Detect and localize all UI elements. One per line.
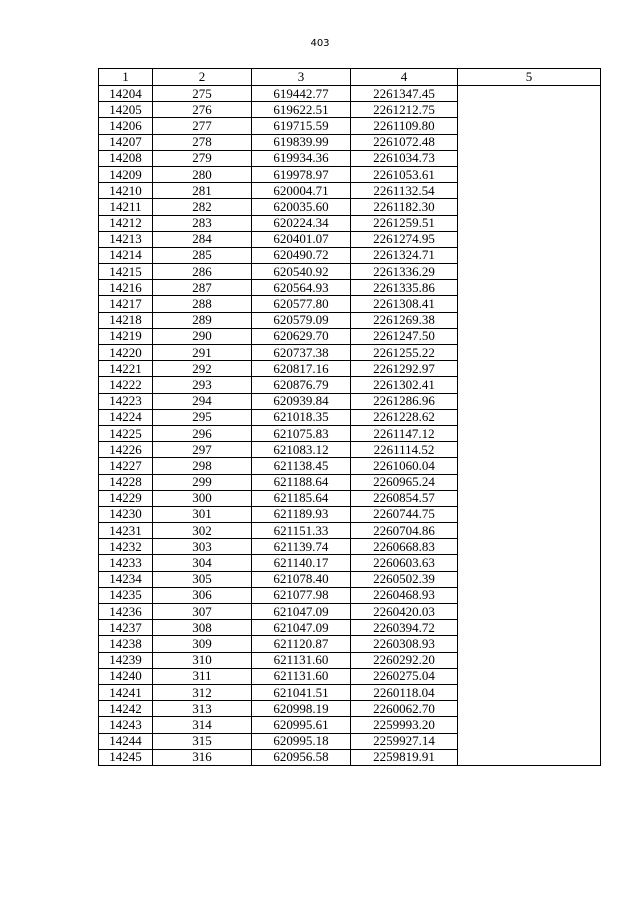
table-cell-col-2: 292 bbox=[153, 361, 252, 377]
table-cell-col-4: 2259927.14 bbox=[351, 733, 458, 749]
table-cell-col-3: 621138.45 bbox=[252, 458, 351, 474]
table-cell-col-4: 2261255.22 bbox=[351, 345, 458, 361]
table-cell-col-3: 621131.60 bbox=[252, 668, 351, 684]
table-cell-col-1: 14222 bbox=[99, 377, 153, 393]
table-cell-col-4: 2261182.30 bbox=[351, 199, 458, 215]
table-cell-col-4: 2260062.70 bbox=[351, 701, 458, 717]
table-cell-col-4: 2260420.03 bbox=[351, 604, 458, 620]
table-cell-col-2: 295 bbox=[153, 409, 252, 425]
table-cell-col-1: 14217 bbox=[99, 296, 153, 312]
table-cell-col-3: 621140.17 bbox=[252, 555, 351, 571]
table-cell-col-2: 310 bbox=[153, 652, 252, 668]
table-cell-col-4: 2261114.52 bbox=[351, 442, 458, 458]
table-cell-col-4: 2259819.91 bbox=[351, 749, 458, 765]
table-cell-col-2: 287 bbox=[153, 280, 252, 296]
table-cell-col-1: 14242 bbox=[99, 701, 153, 717]
table-cell-col-4: 2261060.04 bbox=[351, 458, 458, 474]
table-cell-col-1: 14207 bbox=[99, 134, 153, 150]
table-cell-col-1: 14235 bbox=[99, 587, 153, 603]
column-header-2: 2 bbox=[153, 69, 252, 86]
table-cell-col-1: 14210 bbox=[99, 183, 153, 199]
table-cell-col-4: 2260275.04 bbox=[351, 668, 458, 684]
coordinates-table bbox=[98, 68, 601, 766]
table-cell-col-4: 2261336.29 bbox=[351, 264, 458, 280]
table-cell-col-1: 14243 bbox=[99, 717, 153, 733]
table-cell-col-1: 14209 bbox=[99, 166, 153, 182]
table-cell-col-3: 621139.74 bbox=[252, 539, 351, 555]
table-cell-col-3: 620579.09 bbox=[252, 312, 351, 328]
table-cell-col-4: 2261324.71 bbox=[351, 247, 458, 263]
table-cell-col-4: 2260965.24 bbox=[351, 474, 458, 490]
table-cell-col-3: 621075.83 bbox=[252, 425, 351, 441]
table-cell-col-2: 290 bbox=[153, 328, 252, 344]
table-cell-col-3: 621047.09 bbox=[252, 620, 351, 636]
table-cell-col-3: 620224.34 bbox=[252, 215, 351, 231]
table-cell-col-1: 14219 bbox=[99, 328, 153, 344]
table-cell-col-3: 621131.60 bbox=[252, 652, 351, 668]
table-cell-col-2: 282 bbox=[153, 199, 252, 215]
table-cell-col-1: 14237 bbox=[99, 620, 153, 636]
table-cell-col-3: 620817.16 bbox=[252, 361, 351, 377]
table-cell-col-3: 619622.51 bbox=[252, 102, 351, 118]
table-cell-col-1: 14204 bbox=[99, 86, 153, 102]
table-cell-col-4: 2261109.80 bbox=[351, 118, 458, 134]
table-cell-col-3: 621185.64 bbox=[252, 490, 351, 506]
table-cell-col-2: 304 bbox=[153, 555, 252, 571]
table-cell-col-3: 620490.72 bbox=[252, 247, 351, 263]
table-cell-col-2: 275 bbox=[153, 86, 252, 102]
table-cell-col-2: 285 bbox=[153, 247, 252, 263]
table-cell-col-4: 2261034.73 bbox=[351, 150, 458, 166]
table-cell-col-2: 293 bbox=[153, 377, 252, 393]
table-cell-col-3: 620564.93 bbox=[252, 280, 351, 296]
table-cell-col-2: 303 bbox=[153, 539, 252, 555]
table-cell-col-4: 2261072.48 bbox=[351, 134, 458, 150]
table-cell-col-1: 14239 bbox=[99, 652, 153, 668]
table-cell-col-1: 14211 bbox=[99, 199, 153, 215]
table-cell-col-3: 621151.33 bbox=[252, 523, 351, 539]
table-cell-col-4: 2261269.38 bbox=[351, 312, 458, 328]
table-cell-col-3: 619442.77 bbox=[252, 86, 351, 102]
table-cell-col-1: 14245 bbox=[99, 749, 153, 765]
table-cell-col-4: 2261286.96 bbox=[351, 393, 458, 409]
table-cell-col-2: 315 bbox=[153, 733, 252, 749]
table-cell-col-2: 278 bbox=[153, 134, 252, 150]
table-cell-col-4: 2260854.57 bbox=[351, 490, 458, 506]
table-cell-col-1: 14205 bbox=[99, 102, 153, 118]
table-cell-col-2: 312 bbox=[153, 684, 252, 700]
table-cell-col-2: 300 bbox=[153, 490, 252, 506]
table-cell-col-1: 14221 bbox=[99, 361, 153, 377]
table-cell-col-4: 2261147.12 bbox=[351, 425, 458, 441]
table-cell-col-2: 277 bbox=[153, 118, 252, 134]
table-cell-col-4: 2260704.86 bbox=[351, 523, 458, 539]
table-cell-col-2: 313 bbox=[153, 701, 252, 717]
table-cell-col-1: 14231 bbox=[99, 523, 153, 539]
table-cell-col-4: 2260468.93 bbox=[351, 587, 458, 603]
table-cell-col-4: 2260603.63 bbox=[351, 555, 458, 571]
table-cell-col-2: 302 bbox=[153, 523, 252, 539]
table-cell-col-4: 2261274.95 bbox=[351, 231, 458, 247]
table-cell-col-1: 14208 bbox=[99, 150, 153, 166]
column-header-5: 5 bbox=[458, 69, 601, 86]
table-cell-col-2: 299 bbox=[153, 474, 252, 490]
table-cell-col-2: 289 bbox=[153, 312, 252, 328]
table-cell-col-3: 620737.38 bbox=[252, 345, 351, 361]
table-cell-col-3: 620939.84 bbox=[252, 393, 351, 409]
table-cell-col-2: 286 bbox=[153, 264, 252, 280]
table-cell-col-4: 2261247.50 bbox=[351, 328, 458, 344]
table-cell-col-2: 291 bbox=[153, 345, 252, 361]
table-cell-col-2: 308 bbox=[153, 620, 252, 636]
table-cell-col-4: 2261292.97 bbox=[351, 361, 458, 377]
table-cell-col-1: 14224 bbox=[99, 409, 153, 425]
table-cell-col-3: 620577.80 bbox=[252, 296, 351, 312]
table-cell-col-1: 14225 bbox=[99, 425, 153, 441]
table-cell-col-4: 2260502.39 bbox=[351, 571, 458, 587]
table-cell-col-3: 620995.61 bbox=[252, 717, 351, 733]
table-cell-col-1: 14212 bbox=[99, 215, 153, 231]
table-cell-col-3: 620998.19 bbox=[252, 701, 351, 717]
table-cell-col-3: 621077.98 bbox=[252, 587, 351, 603]
table-cell-col-4: 2261053.61 bbox=[351, 166, 458, 182]
table-cell-col-1: 14244 bbox=[99, 733, 153, 749]
table-cell-col-4: 2261335.86 bbox=[351, 280, 458, 296]
table-cell-col-4: 2260118.04 bbox=[351, 684, 458, 700]
table-cell-col-4: 2260744.75 bbox=[351, 506, 458, 522]
table-cell-col-1: 14230 bbox=[99, 506, 153, 522]
table-cell-col-2: 311 bbox=[153, 668, 252, 684]
table-cell-col-2: 279 bbox=[153, 150, 252, 166]
table-header-row bbox=[99, 69, 601, 86]
table-cell-col-3: 621188.64 bbox=[252, 474, 351, 490]
table-cell-col-3: 621083.12 bbox=[252, 442, 351, 458]
table-cell-col-2: 316 bbox=[153, 749, 252, 765]
table-cell-col-2: 306 bbox=[153, 587, 252, 603]
table-cell-col-4: 2260394.72 bbox=[351, 620, 458, 636]
table-cell-col-4: 2261132.54 bbox=[351, 183, 458, 199]
table-cell-col-3: 620004.71 bbox=[252, 183, 351, 199]
table-cell-col-3: 619839.99 bbox=[252, 134, 351, 150]
column-header-1: 1 bbox=[99, 69, 153, 86]
table-cell-col-3: 619715.59 bbox=[252, 118, 351, 134]
table-cell-col-3: 621018.35 bbox=[252, 409, 351, 425]
table-cell-col-4: 2261259.51 bbox=[351, 215, 458, 231]
table-cell-col-2: 307 bbox=[153, 604, 252, 620]
table-cell-col-2: 314 bbox=[153, 717, 252, 733]
table-cell-col-1: 14226 bbox=[99, 442, 153, 458]
table-cell-col-3: 620956.58 bbox=[252, 749, 351, 765]
table-cell-col-2: 301 bbox=[153, 506, 252, 522]
table-cell-col-2: 276 bbox=[153, 102, 252, 118]
table-cell-col-3: 619934.36 bbox=[252, 150, 351, 166]
table-cell-col-4: 2261347.45 bbox=[351, 86, 458, 102]
table-cell-col-3: 619978.97 bbox=[252, 166, 351, 182]
table-cell-col-4: 2259993.20 bbox=[351, 717, 458, 733]
table-cell-col-4: 2260668.83 bbox=[351, 539, 458, 555]
table-body bbox=[99, 86, 601, 766]
table-cell-col-5 bbox=[458, 86, 601, 766]
table-cell-col-2: 297 bbox=[153, 442, 252, 458]
table-cell-col-3: 621078.40 bbox=[252, 571, 351, 587]
table-cell-col-4: 2261228.62 bbox=[351, 409, 458, 425]
table-cell-col-4: 2261302.41 bbox=[351, 377, 458, 393]
table-cell-col-3: 620540.92 bbox=[252, 264, 351, 280]
column-header-3: 3 bbox=[252, 69, 351, 86]
page-number: 403 bbox=[310, 38, 330, 49]
table-cell-col-1: 14227 bbox=[99, 458, 153, 474]
table-cell-col-2: 281 bbox=[153, 183, 252, 199]
table-cell-col-1: 14218 bbox=[99, 312, 153, 328]
table-cell-col-4: 2260308.93 bbox=[351, 636, 458, 652]
table-cell-col-3: 620995.18 bbox=[252, 733, 351, 749]
table-cell-col-3: 621120.87 bbox=[252, 636, 351, 652]
table-cell-col-1: 14236 bbox=[99, 604, 153, 620]
table-cell-col-1: 14232 bbox=[99, 539, 153, 555]
column-header-4: 4 bbox=[351, 69, 458, 86]
table-cell-col-2: 305 bbox=[153, 571, 252, 587]
table-cell-col-4: 2260292.20 bbox=[351, 652, 458, 668]
table-cell-col-2: 288 bbox=[153, 296, 252, 312]
table-cell-col-4: 2261212.75 bbox=[351, 102, 458, 118]
table-cell-col-2: 280 bbox=[153, 166, 252, 182]
table-cell-col-1: 14213 bbox=[99, 231, 153, 247]
table-cell-col-1: 14215 bbox=[99, 264, 153, 280]
table-cell-col-1: 14233 bbox=[99, 555, 153, 571]
table-cell-col-3: 620876.79 bbox=[252, 377, 351, 393]
table-cell-col-3: 621041.51 bbox=[252, 684, 351, 700]
table-cell-col-1: 14206 bbox=[99, 118, 153, 134]
table-cell-col-3: 620401.07 bbox=[252, 231, 351, 247]
table-cell-col-2: 283 bbox=[153, 215, 252, 231]
table-cell-col-1: 14240 bbox=[99, 668, 153, 684]
table-cell-col-1: 14220 bbox=[99, 345, 153, 361]
table-cell-col-1: 14214 bbox=[99, 247, 153, 263]
table-cell-col-3: 621047.09 bbox=[252, 604, 351, 620]
table-cell-col-2: 284 bbox=[153, 231, 252, 247]
table-cell-col-1: 14238 bbox=[99, 636, 153, 652]
table-cell-col-2: 296 bbox=[153, 425, 252, 441]
table-row bbox=[99, 86, 601, 102]
table-cell-col-2: 298 bbox=[153, 458, 252, 474]
table-cell-col-1: 14216 bbox=[99, 280, 153, 296]
table-cell-col-1: 14228 bbox=[99, 474, 153, 490]
table-cell-col-1: 14223 bbox=[99, 393, 153, 409]
table-cell-col-3: 620629.70 bbox=[252, 328, 351, 344]
table-cell-col-1: 14241 bbox=[99, 684, 153, 700]
table-cell-col-1: 14234 bbox=[99, 571, 153, 587]
table-cell-col-3: 621189.93 bbox=[252, 506, 351, 522]
table-cell-col-3: 620035.60 bbox=[252, 199, 351, 215]
table-cell-col-2: 294 bbox=[153, 393, 252, 409]
table-cell-col-1: 14229 bbox=[99, 490, 153, 506]
table-cell-col-2: 309 bbox=[153, 636, 252, 652]
table-cell-col-4: 2261308.41 bbox=[351, 296, 458, 312]
